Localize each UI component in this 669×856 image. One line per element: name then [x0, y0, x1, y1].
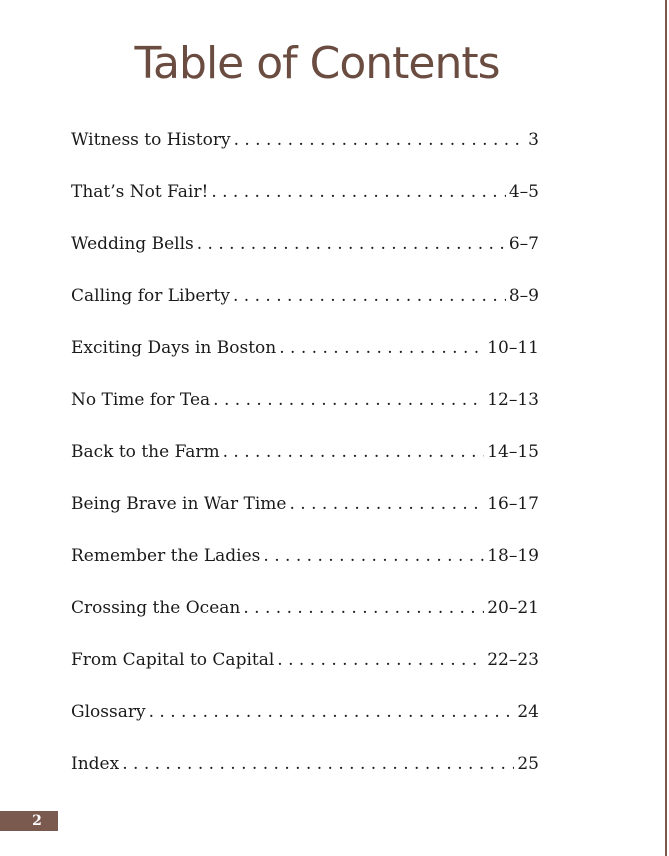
toc-entry-page: 16–17 — [487, 494, 539, 514]
toc-dot-leader — [122, 754, 514, 774]
toc-dot-leader — [197, 234, 506, 254]
toc-entry-title: Exciting Days in Boston — [71, 338, 277, 358]
toc-entry-title: Being Brave in War Time — [71, 494, 287, 514]
toc-dot-leader — [213, 390, 484, 410]
toc-entry-page: 8–9 — [508, 286, 539, 306]
toc-entry-title: Remember the Ladies — [71, 546, 261, 566]
toc-dot-leader — [243, 598, 484, 618]
toc-entry-page: 25 — [517, 754, 539, 774]
toc-entry-title: Wedding Bells — [71, 234, 194, 254]
toc-entry — [71, 286, 539, 338]
page-edge-rule — [665, 0, 667, 856]
toc-entry-page: 20–21 — [487, 598, 539, 618]
toc-dot-leader — [263, 546, 484, 566]
toc-entry-title: Crossing the Ocean — [71, 598, 241, 618]
toc-dot-leader — [277, 650, 484, 670]
toc-entry-title: Index — [71, 754, 120, 774]
table-of-contents — [71, 130, 539, 806]
toc-entry-title: Back to the Farm — [71, 442, 220, 462]
page-number-tab — [0, 811, 58, 831]
toc-entry — [71, 182, 539, 234]
toc-entry — [71, 442, 539, 494]
page-title: Table of Contents — [134, 38, 500, 89]
toc-entry-title: Witness to History — [71, 130, 231, 150]
toc-dot-leader — [211, 182, 506, 202]
toc-dot-leader — [289, 494, 484, 514]
toc-entry-page: 24 — [517, 702, 539, 722]
toc-entry-page: 6–7 — [508, 234, 539, 254]
toc-dot-leader — [233, 286, 506, 306]
toc-dot-leader — [149, 702, 515, 722]
toc-entry — [71, 598, 539, 650]
toc-entry-title: Glossary — [71, 702, 146, 722]
toc-entry-page: 18–19 — [487, 546, 539, 566]
toc-entry-page: 10–11 — [487, 338, 539, 358]
page-number: 2 — [32, 813, 42, 829]
toc-entry — [71, 650, 539, 702]
toc-entry-page: 14–15 — [487, 442, 539, 462]
toc-entry — [71, 234, 539, 286]
toc-entry — [71, 754, 539, 806]
toc-entry — [71, 494, 539, 546]
toc-entry — [71, 390, 539, 442]
toc-entry-page: 4–5 — [508, 182, 539, 202]
toc-entry-page: 12–13 — [487, 390, 539, 410]
toc-entry-title: No Time for Tea — [71, 390, 211, 410]
toc-dot-leader — [223, 442, 485, 462]
toc-entry-page: 3 — [528, 130, 539, 150]
toc-entry-title: From Capital to Capital — [71, 650, 275, 670]
toc-entry — [71, 546, 539, 598]
toc-dot-leader — [234, 130, 526, 150]
toc-entry — [71, 702, 539, 754]
toc-entry-page: 22–23 — [487, 650, 539, 670]
toc-entry-title: That’s Not Fair! — [71, 182, 209, 202]
toc-entry — [71, 338, 539, 390]
toc-entry-title: Calling for Liberty — [71, 286, 230, 306]
toc-entry — [71, 130, 539, 182]
toc-dot-leader — [279, 338, 484, 358]
